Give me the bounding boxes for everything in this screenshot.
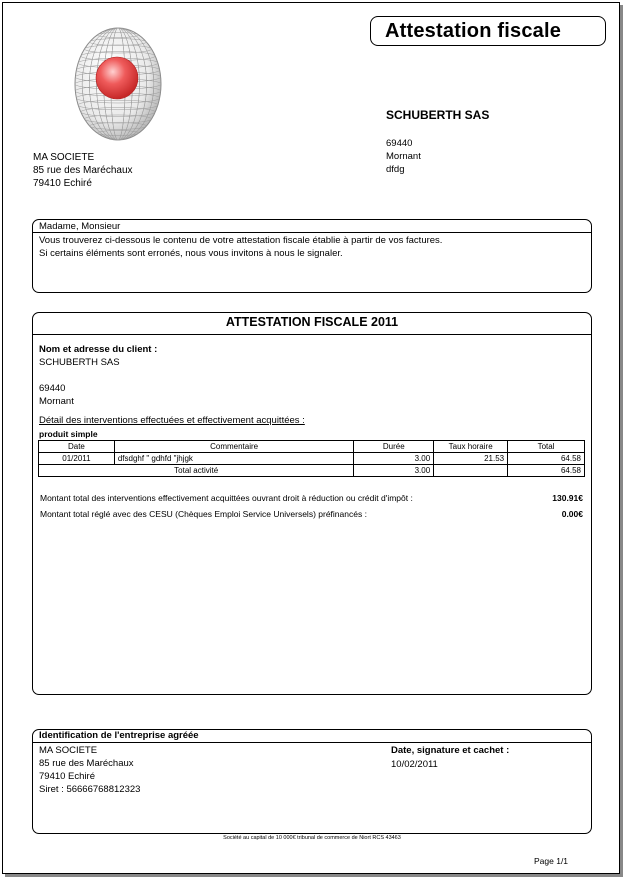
sender-name: MA SOCIETE [33,152,95,163]
cell-taux: 21.53 [434,453,508,465]
recipient-extra: dfdg [386,164,405,175]
amount-cesu-value: 0.00€ [561,509,583,519]
signature-date: 10/02/2011 [391,759,438,770]
sender-street: 85 rue des Maréchaux [33,165,133,176]
amount-eligible-value: 130.91€ [552,493,583,503]
client-name: SCHUBERTH SAS [39,357,120,368]
cell-comment: dfsdghf " gdhfd "jhjgk [114,453,354,465]
identification-name: MA SOCIETE [39,745,98,756]
cell-date: 01/2011 [39,453,115,465]
identification-street: 85 rue des Maréchaux [39,758,134,769]
recipient-name: SCHUBERTH SAS [386,108,490,122]
intro-line-2: Si certains éléments sont erronés, nous vous invitons à nous le signaler. [39,248,343,259]
client-label: Nom et adresse du client : [39,344,158,355]
attestation-heading: ATTESTATION FISCALE 2011 [225,315,399,329]
page-number: Page 1/1 [534,856,569,866]
column-header: Total [508,441,585,453]
recipient-address [386,137,421,176]
table-header-row [39,441,585,453]
total-taux-empty [434,465,508,477]
sender-address [33,151,133,190]
cell-total: 64.58 [508,453,585,465]
column-header: Taux horaire [434,441,508,453]
cell-duree: 3.00 [354,453,434,465]
egg-wireframe-logo-icon [70,20,166,144]
column-header: Date [39,441,115,453]
identification-heading: Identification de l'entreprise agréée [39,730,199,741]
details-label: Détail des interventions effectuées et effectivement acquittées : [39,415,305,426]
client-postal-code: 69440 [39,383,66,394]
total-total: 64.58 [508,465,585,477]
identification-siret: Siret : 56666768812323 [39,784,141,795]
salutation: Madame, Monsieur [39,221,121,232]
page-shadow-bottom [5,874,623,877]
identification-city: 79410 Echiré [39,771,95,782]
document-title-box [370,16,606,46]
page-shadow-right [620,5,623,877]
table-row [39,453,585,465]
legal-footer: Société au capital de 10 000€ tribunal de commerce de Niort RCS 43463 [223,835,401,841]
total-label: Total activité [39,465,354,477]
amount-eligible-label: Montant total des interventions effectivement acquittées ouvrant droit à réduction ou crédit d'impôt : [40,493,413,503]
total-duree: 3.00 [354,465,434,477]
intro-line-1: Vous trouverez ci-dessous le contenu de votre attestation fiscale établie à partir de vos factures. [39,235,443,246]
product-label: produit simple [39,429,98,439]
intro-box [32,219,592,293]
signature-label: Date, signature et cachet : [391,745,510,756]
interventions-table [38,440,585,477]
document-title: Attestation fiscale [385,20,562,42]
column-header: Durée [354,441,434,453]
recipient-postal-code: 69440 [386,138,413,149]
column-header: Commentaire [114,441,354,453]
amount-cesu-label: Montant total réglé avec des CESU (Chèques Emploi Service Universels) préfinancés : [40,509,367,519]
sender-city: 79410 Echiré [33,178,92,189]
recipient-city: Mornant [386,151,421,162]
table-total-row [39,465,585,477]
attestation-box [32,312,592,695]
client-city: Mornant [39,396,74,407]
